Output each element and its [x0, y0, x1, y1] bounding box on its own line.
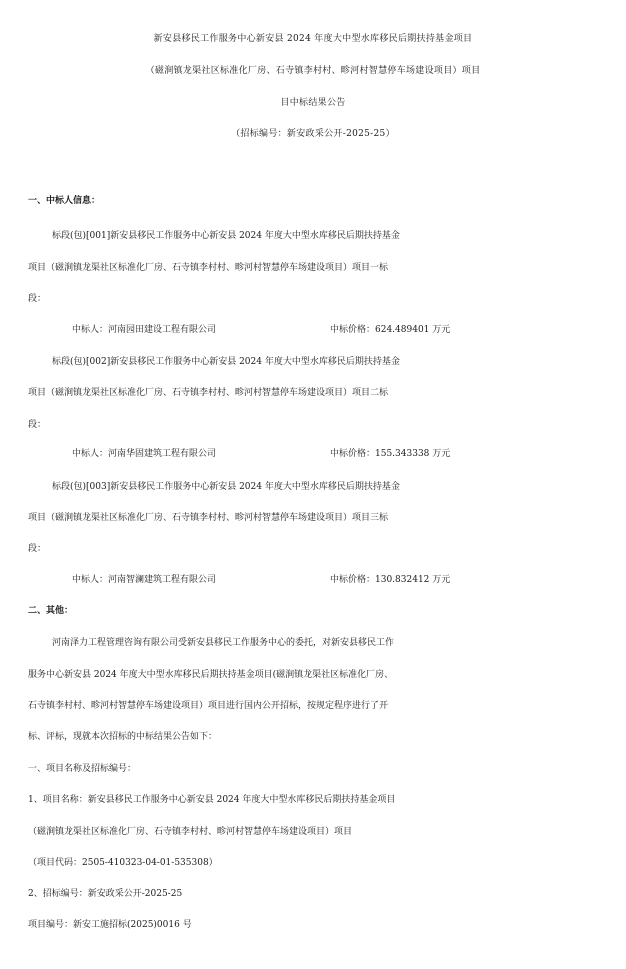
lot-1-winner: 中标人：河南园田建设工程有限公司	[72, 325, 217, 335]
other-paragraph-line-2: 服务中心新安县 2024 年度大中型水库移民后期扶持基金项目(磁涧镇龙渠社区标准化厂房、	[28, 670, 394, 680]
other-paragraph-line-3: 石寺镇李村村、畛河村智慧停车场建设项目）项目进行国内公开招标，按规定程序进行了开	[28, 701, 389, 711]
lot-1-line-3: 段：	[28, 294, 47, 304]
other-paragraph-line-1: 河南泽力工程管理咨询有限公司受新安县移民工作服务中心的委托，对新安县移民工作	[52, 638, 395, 648]
lot-3-winner-row	[72, 569, 626, 591]
project-info-subheading: 一、项目名称及招标编号：	[28, 764, 137, 774]
lot-1-line-1: 标段(包)[001]新安县移民工作服务中心新安县 2024 年度大中型水库移民后期扶持基金	[52, 231, 400, 241]
lot-2-price: 中标价格：155.343338 万元	[330, 449, 451, 459]
lot-3-line-3: 段：	[28, 544, 47, 554]
lot-2-winner-row	[72, 443, 626, 465]
lot-2-winner: 中标人：河南华固建筑工程有限公司	[72, 449, 217, 459]
doc-title-line-2: （磁涧镇龙渠社区标准化厂房、石寺镇李村村、畛河村智慧停车场建设项目）项目	[145, 66, 481, 76]
doc-title-line-1: 新安县移民工作服务中心新安县 2024 年度大中型水库移民后期扶持基金项目	[153, 34, 473, 44]
lot-2-line-3: 段：	[28, 420, 47, 430]
project-number: 项目编号：新安工施招标(2025)0016 号	[28, 920, 192, 930]
other-paragraph-line-4: 标、评标，现就本次招标的中标结果公告如下：	[28, 732, 218, 742]
lot-2-line-1: 标段(包)[002]新安县移民工作服务中心新安县 2024 年度大中型水库移民后期扶持基金	[52, 357, 400, 367]
lot-3-price: 中标价格：130.832412 万元	[330, 575, 451, 585]
project-name-line-1: 1、项目名称：新安县移民工作服务中心新安县 2024 年度大中型水库移民后期扶持基金项目	[28, 795, 396, 805]
section-heading-winners: 一、中标人信息：	[28, 196, 101, 206]
lot-1-winner-row	[72, 319, 626, 341]
lot-3-line-2: 项目（磁涧镇龙渠社区标准化厂房、石寺镇李村村、畛河村智慧停车场建设项目）项目三标	[28, 513, 389, 523]
doc-title-line-3: 目中标结果公告	[280, 98, 346, 108]
lot-2-line-2: 项目（磁涧镇龙渠社区标准化厂房、石寺镇李村村、畛河村智慧停车场建设项目）项目二标	[28, 388, 389, 398]
tender-number: （招标编号：新安政采公开-2025-25）	[231, 129, 395, 139]
lot-3-winner: 中标人：河南智澜建筑工程有限公司	[72, 575, 217, 585]
lot-3-line-1: 标段(包)[003]新安县移民工作服务中心新安县 2024 年度大中型水库移民后期扶持基金	[52, 482, 400, 492]
project-code: （项目代码：2505-410323-04-01-535308）	[28, 858, 218, 868]
section-heading-other: 二、其他：	[28, 606, 74, 616]
project-name-line-2: （磁涧镇龙渠社区标准化厂房、石寺镇李村村、畛河村智慧停车场建设项目）项目	[28, 827, 353, 837]
lot-1-price: 中标价格：624.489401 万元	[330, 325, 451, 335]
lot-1-line-2: 项目（磁涧镇龙渠社区标准化厂房、石寺镇李村村、畛河村智慧停车场建设项目）项目一标	[28, 263, 389, 273]
tender-number-item: 2、招标编号：新安政采公开-2025-25	[28, 889, 183, 899]
